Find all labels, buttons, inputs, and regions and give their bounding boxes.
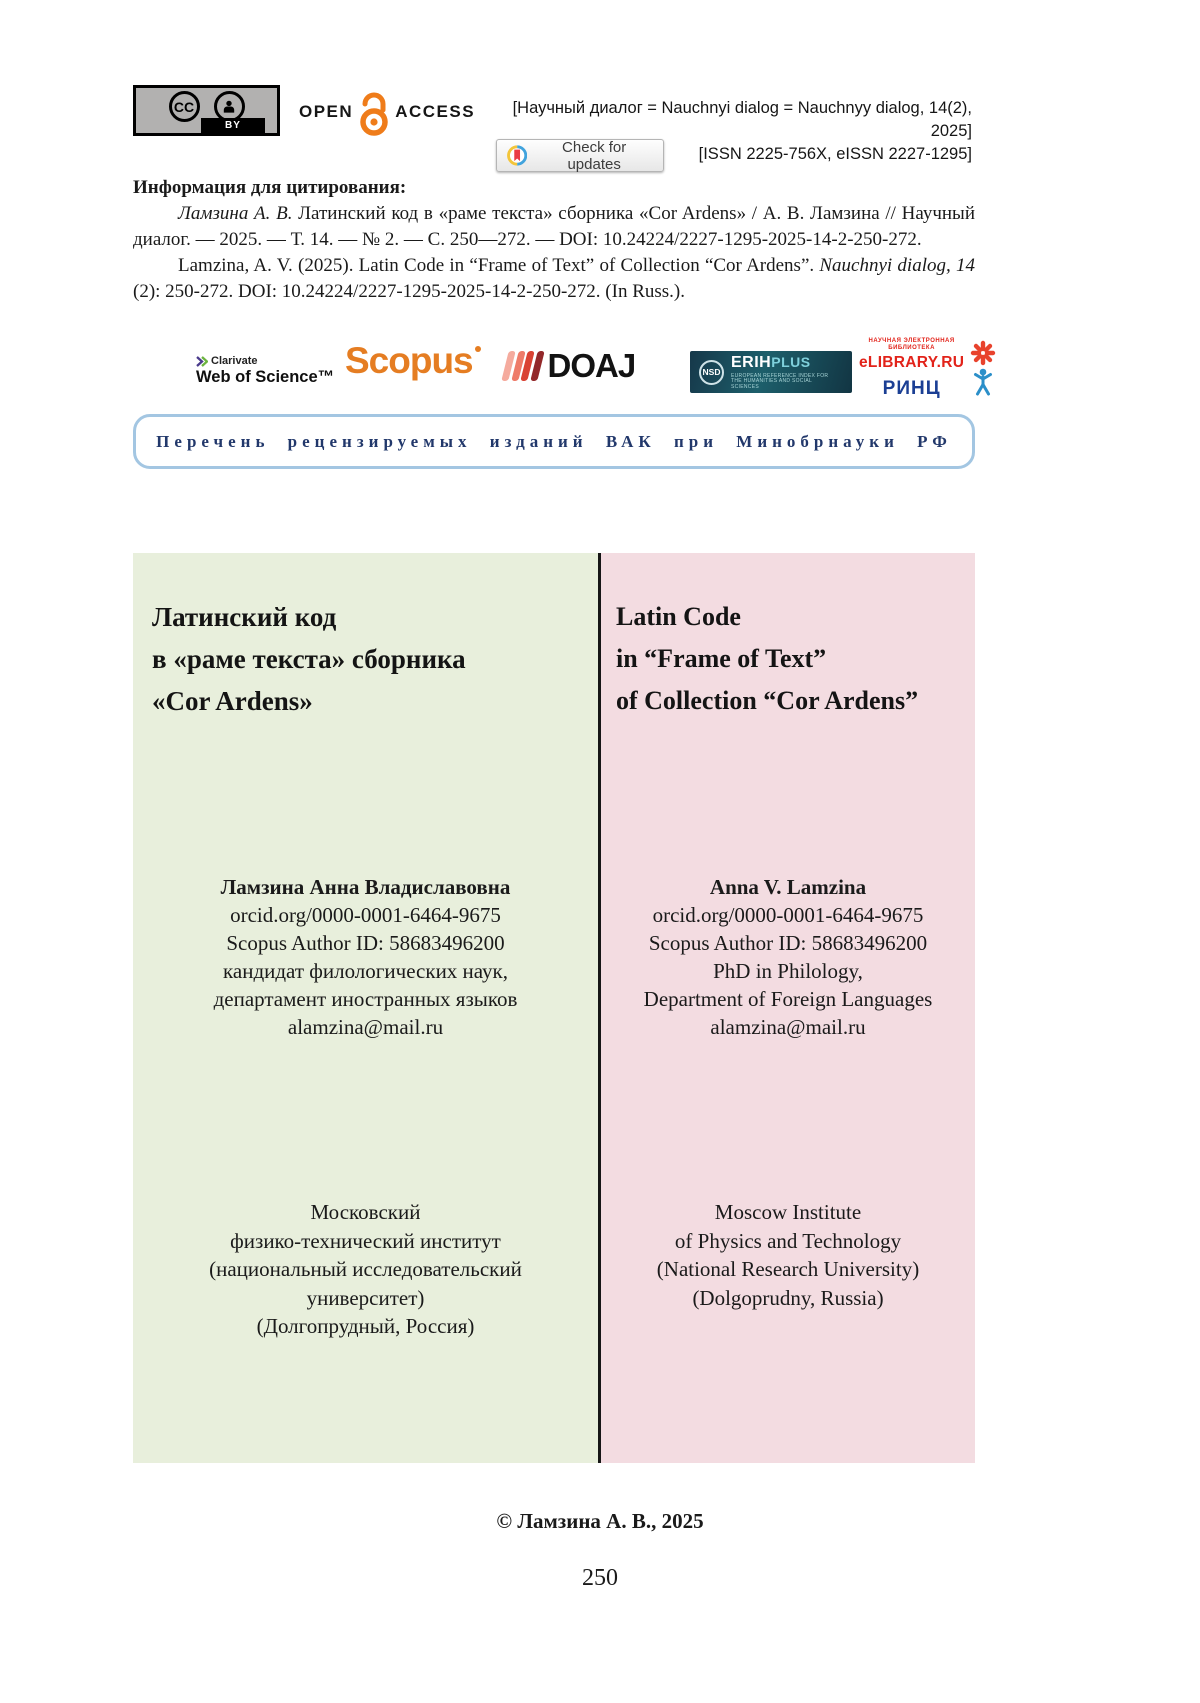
open-label: OPEN bbox=[299, 102, 354, 121]
elibrary-rinc-logo[interactable] bbox=[859, 338, 996, 400]
open-access-logo bbox=[299, 87, 475, 137]
scopus-label: Scopus bbox=[345, 340, 473, 381]
author-degree: кандидат филологических наук, bbox=[223, 959, 508, 983]
title-line: «Cor Ardens» bbox=[152, 686, 313, 716]
elibrary-flower-icon bbox=[970, 340, 996, 366]
journal-ref-line1: [Научный диалог = Nauchnyi dialog = Nauchnyy dialog, 14(2), 2025] bbox=[512, 99, 972, 140]
author-block-english bbox=[601, 873, 975, 1041]
affiliation-line: (Dolgoprudny, Russia) bbox=[692, 1285, 884, 1310]
erih-plus-subtitle: EUROPEAN REFERENCE INDEX FOR THE HUMANITIES AND SOCIAL SCIENCES bbox=[731, 372, 829, 390]
doaj-bars-icon bbox=[501, 351, 544, 381]
rinc-label: РИНЦ bbox=[882, 378, 941, 399]
author-email: alamzina@mail.ru bbox=[287, 1015, 444, 1039]
title-line: в «раме текста» сборника bbox=[152, 644, 466, 674]
affiliation-line: университет) bbox=[306, 1285, 425, 1310]
citation-russian bbox=[133, 201, 975, 253]
erih-plus-label: ERIHPLUS bbox=[731, 353, 811, 371]
author-department: департамент иностранных языков bbox=[213, 987, 518, 1011]
affiliation-line: Московский bbox=[310, 1200, 421, 1224]
elibrary-header-line2: БИБЛИОТЕКА bbox=[888, 345, 935, 351]
web-of-science-logo[interactable] bbox=[196, 355, 334, 387]
author-department: Department of Foreign Languages bbox=[643, 987, 933, 1011]
title-line: Латинский код bbox=[152, 602, 337, 632]
rinc-person-icon bbox=[973, 368, 993, 396]
affiliation-line: (национальный исследовательский bbox=[209, 1257, 522, 1281]
citation-english-journal: Nauchnyi dialog, 14 bbox=[819, 255, 975, 276]
indexing-logos bbox=[133, 334, 983, 400]
check-for-updates-button[interactable] bbox=[496, 139, 664, 172]
crossmark-icon bbox=[507, 145, 527, 166]
citation-english-text2: (2): 250-272. DOI: 10.24224/2227-1295-2025-14-2-250-272. (In Russ.). bbox=[133, 281, 685, 302]
copyright-line: © Ламзина А. В., 2025 bbox=[496, 1509, 704, 1533]
citation-english bbox=[133, 253, 975, 305]
affiliation-block-english bbox=[601, 1198, 975, 1312]
scopus-dot-icon bbox=[475, 346, 481, 352]
article-title-russian bbox=[133, 553, 598, 722]
nsd-badge: NSD bbox=[699, 360, 724, 385]
english-panel bbox=[601, 553, 975, 1463]
author-degree: PhD in Philology, bbox=[713, 959, 863, 983]
citation-russian-text: Латинский код в «раме текста» сборника «Cor Ardens» / А. В. Ламзина // Научный диалог. — 2025. — Т. 14. — № 2. — С. 250—272. — DOI: 10.24224/2227-1295-2025-14-2-250-272. bbox=[133, 203, 975, 250]
citation-english-text1: Lamzina, A. V. (2025). Latin Code in “Frame of Text” of Collection “Cor Ardens”. bbox=[178, 255, 820, 276]
author-scopus-id: Scopus Author ID: 58683496200 bbox=[648, 931, 928, 955]
author-name: Anna V. Lamzina bbox=[709, 875, 867, 899]
vak-banner-text: Перечень рецензируемых изданий ВАК при Минобрнауки РФ bbox=[156, 431, 952, 451]
web-of-science-label: Web of Science™ bbox=[196, 368, 335, 386]
cc-icon: CC bbox=[169, 91, 200, 122]
elibrary-header-line1: НАУЧНАЯ ЭЛЕКТРОННАЯ bbox=[868, 338, 955, 344]
elibrary-label: eLIBRARY.RU bbox=[859, 354, 965, 371]
access-label: ACCESS bbox=[395, 102, 476, 121]
author-block-russian bbox=[133, 873, 598, 1041]
clarivate-icon bbox=[196, 356, 208, 367]
title-line: Latin Code bbox=[616, 602, 741, 631]
title-line: in “Frame of Text” bbox=[616, 644, 827, 673]
citation-russian-author: Ламзина А. В. bbox=[178, 203, 293, 224]
title-line: of Collection “Cor Ardens” bbox=[616, 686, 919, 715]
check-for-updates-label: Check for updates bbox=[562, 138, 627, 173]
title-panels bbox=[133, 553, 975, 1463]
journal-ref-line2: [ISSN 2225-756X, eISSN 2227-1295] bbox=[698, 145, 972, 163]
affiliation-line: (National Research University) bbox=[656, 1257, 920, 1281]
vak-banner bbox=[133, 414, 975, 469]
affiliation-line: of Physics and Technology bbox=[674, 1228, 902, 1253]
clarivate-label: Clarivate bbox=[211, 355, 258, 367]
russian-panel bbox=[133, 553, 598, 1463]
author-orcid: orcid.org/0000-0001-6464-9675 bbox=[230, 903, 501, 927]
affiliation-line: (Долгопрудный, Россия) bbox=[256, 1314, 475, 1338]
author-scopus-id: Scopus Author ID: 58683496200 bbox=[226, 931, 505, 955]
erih-plus-logo[interactable] bbox=[690, 351, 852, 393]
page-number: 250 bbox=[582, 1565, 618, 1591]
author-orcid: orcid.org/0000-0001-6464-9675 bbox=[652, 903, 924, 927]
citation-heading: Информация для цитирования: bbox=[133, 177, 407, 198]
affiliation-line: Moscow Institute bbox=[714, 1200, 862, 1224]
article-title-english bbox=[601, 553, 975, 722]
affiliation-block-russian bbox=[133, 1198, 598, 1341]
author-email: alamzina@mail.ru bbox=[710, 1015, 866, 1039]
cc-by-label: BY bbox=[201, 118, 265, 133]
citation-info bbox=[133, 175, 975, 305]
affiliation-line: физико-технический институт bbox=[230, 1228, 501, 1253]
cc-by-license-badge[interactable] bbox=[133, 85, 280, 136]
author-name: Ламзина Анна Владиславовна bbox=[220, 875, 511, 899]
open-lock-icon bbox=[358, 88, 390, 136]
scopus-logo[interactable] bbox=[345, 340, 481, 382]
doaj-label: DOAJ bbox=[547, 347, 636, 384]
doaj-logo[interactable] bbox=[505, 347, 635, 385]
